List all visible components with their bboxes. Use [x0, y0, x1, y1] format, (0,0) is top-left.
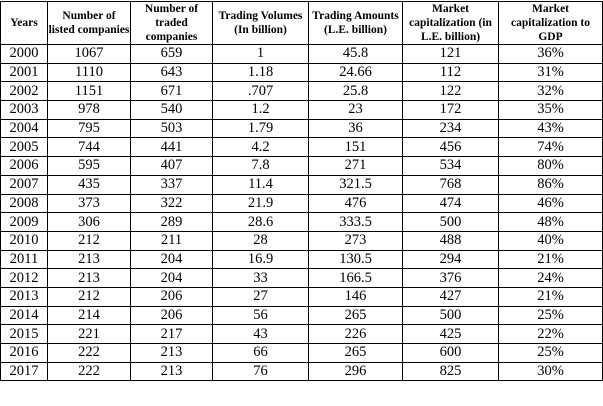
- table-row: [1, 213, 603, 232]
- cell-trading-amount: 146: [309, 287, 403, 306]
- cell-market-cap-to-gdp: 32%: [499, 82, 603, 101]
- cell-listed-companies: 222: [48, 362, 131, 381]
- cell-traded-companies: 213: [131, 344, 213, 363]
- cell-trading-amount: 151: [309, 138, 403, 157]
- table-row: [1, 63, 603, 82]
- cell-trading-volume: 7.8: [213, 157, 309, 176]
- cell-market-capitalization: 172: [403, 101, 499, 120]
- cell-traded-companies: 204: [131, 269, 213, 288]
- cell-trading-amount: 166.5: [309, 269, 403, 288]
- table-row: [1, 287, 603, 306]
- cell-traded-companies: 441: [131, 138, 213, 157]
- cell-year: 2011: [1, 250, 48, 269]
- table-row: [1, 231, 603, 250]
- table-header-row: [1, 2, 603, 45]
- cell-listed-companies: 373: [48, 194, 131, 213]
- column-header-trading-amounts: Trading Amounts (L.E. billion): [309, 2, 403, 45]
- cell-listed-companies: 1110: [48, 63, 131, 82]
- cell-trading-amount: 476: [309, 194, 403, 213]
- cell-market-cap-to-gdp: 21%: [499, 287, 603, 306]
- table-row: [1, 325, 603, 344]
- cell-market-cap-to-gdp: 43%: [499, 119, 603, 138]
- cell-listed-companies: 212: [48, 287, 131, 306]
- cell-trading-amount: 321.5: [309, 175, 403, 194]
- cell-market-capitalization: 121: [403, 45, 499, 64]
- cell-market-capitalization: 534: [403, 157, 499, 176]
- table-row: [1, 344, 603, 363]
- cell-market-capitalization: 500: [403, 306, 499, 325]
- cell-market-capitalization: 376: [403, 269, 499, 288]
- table-row: [1, 269, 603, 288]
- table-row: [1, 175, 603, 194]
- cell-listed-companies: 212: [48, 231, 131, 250]
- cell-year: 2004: [1, 119, 48, 138]
- cell-market-cap-to-gdp: 46%: [499, 194, 603, 213]
- cell-traded-companies: 503: [131, 119, 213, 138]
- column-header-market-cap-to-gdp: Market capitalization to GDP: [499, 2, 603, 45]
- cell-market-cap-to-gdp: 74%: [499, 138, 603, 157]
- cell-trading-amount: 45.8: [309, 45, 403, 64]
- table-row: [1, 157, 603, 176]
- table-row: [1, 45, 603, 64]
- cell-year: 2015: [1, 325, 48, 344]
- cell-trading-volume: 1.79: [213, 119, 309, 138]
- cell-traded-companies: 213: [131, 362, 213, 381]
- cell-traded-companies: 217: [131, 325, 213, 344]
- cell-traded-companies: 322: [131, 194, 213, 213]
- cell-year: 2012: [1, 269, 48, 288]
- cell-trading-amount: 130.5: [309, 250, 403, 269]
- cell-traded-companies: 643: [131, 63, 213, 82]
- table-body: [1, 45, 603, 381]
- cell-trading-volume: 4.2: [213, 138, 309, 157]
- cell-traded-companies: 659: [131, 45, 213, 64]
- cell-trading-volume: 1.18: [213, 63, 309, 82]
- cell-listed-companies: 1067: [48, 45, 131, 64]
- cell-year: 2013: [1, 287, 48, 306]
- cell-market-capitalization: 500: [403, 213, 499, 232]
- cell-trading-amount: 36: [309, 119, 403, 138]
- cell-trading-volume: 21.9: [213, 194, 309, 213]
- cell-year: 2010: [1, 231, 48, 250]
- cell-year: 2001: [1, 63, 48, 82]
- cell-traded-companies: 211: [131, 231, 213, 250]
- cell-trading-volume: 56: [213, 306, 309, 325]
- cell-market-cap-to-gdp: 80%: [499, 157, 603, 176]
- table-row: [1, 138, 603, 157]
- column-header-traded-companies: Number of traded companies: [131, 2, 213, 45]
- cell-market-capitalization: 234: [403, 119, 499, 138]
- cell-listed-companies: 1151: [48, 82, 131, 101]
- cell-trading-volume: 76: [213, 362, 309, 381]
- cell-year: 2017: [1, 362, 48, 381]
- table-row: [1, 362, 603, 381]
- cell-market-capitalization: 294: [403, 250, 499, 269]
- cell-market-capitalization: 825: [403, 362, 499, 381]
- table-row: [1, 306, 603, 325]
- cell-market-cap-to-gdp: 31%: [499, 63, 603, 82]
- cell-year: 2016: [1, 344, 48, 363]
- cell-market-capitalization: 112: [403, 63, 499, 82]
- cell-year: 2006: [1, 157, 48, 176]
- cell-traded-companies: 206: [131, 287, 213, 306]
- cell-listed-companies: 213: [48, 269, 131, 288]
- cell-year: 2007: [1, 175, 48, 194]
- cell-trading-amount: 271: [309, 157, 403, 176]
- cell-market-cap-to-gdp: 35%: [499, 101, 603, 120]
- cell-traded-companies: 671: [131, 82, 213, 101]
- cell-year: 2014: [1, 306, 48, 325]
- cell-market-cap-to-gdp: 22%: [499, 325, 603, 344]
- cell-market-capitalization: 768: [403, 175, 499, 194]
- cell-trading-volume: 28: [213, 231, 309, 250]
- market-statistics-table: [0, 1, 603, 381]
- cell-listed-companies: 978: [48, 101, 131, 120]
- cell-traded-companies: 540: [131, 101, 213, 120]
- cell-year: 2005: [1, 138, 48, 157]
- cell-year: 2009: [1, 213, 48, 232]
- cell-market-capitalization: 488: [403, 231, 499, 250]
- cell-trading-volume: 1.2: [213, 101, 309, 120]
- cell-year: 2000: [1, 45, 48, 64]
- cell-trading-amount: 265: [309, 344, 403, 363]
- cell-trading-volume: 66: [213, 344, 309, 363]
- cell-market-cap-to-gdp: 48%: [499, 213, 603, 232]
- cell-market-capitalization: 600: [403, 344, 499, 363]
- cell-trading-volume: .707: [213, 82, 309, 101]
- cell-trading-amount: 333.5: [309, 213, 403, 232]
- cell-market-capitalization: 474: [403, 194, 499, 213]
- cell-trading-volume: 16.9: [213, 250, 309, 269]
- cell-market-cap-to-gdp: 40%: [499, 231, 603, 250]
- cell-market-capitalization: 456: [403, 138, 499, 157]
- cell-listed-companies: 306: [48, 213, 131, 232]
- cell-year: 2008: [1, 194, 48, 213]
- cell-trading-volume: 43: [213, 325, 309, 344]
- cell-trading-amount: 296: [309, 362, 403, 381]
- cell-listed-companies: 795: [48, 119, 131, 138]
- cell-trading-volume: 11.4: [213, 175, 309, 194]
- cell-trading-volume: 28.6: [213, 213, 309, 232]
- cell-traded-companies: 407: [131, 157, 213, 176]
- cell-market-cap-to-gdp: 25%: [499, 306, 603, 325]
- cell-listed-companies: 435: [48, 175, 131, 194]
- cell-trading-amount: 265: [309, 306, 403, 325]
- column-header-market-capitalization: Market capitalization (in L.E. billion): [403, 2, 499, 45]
- cell-trading-amount: 226: [309, 325, 403, 344]
- cell-trading-amount: 23: [309, 101, 403, 120]
- cell-traded-companies: 289: [131, 213, 213, 232]
- cell-trading-volume: 27: [213, 287, 309, 306]
- cell-listed-companies: 595: [48, 157, 131, 176]
- cell-listed-companies: 744: [48, 138, 131, 157]
- column-header-listed-companies: Number of listed companies: [48, 2, 131, 45]
- cell-market-cap-to-gdp: 36%: [499, 45, 603, 64]
- cell-market-cap-to-gdp: 30%: [499, 362, 603, 381]
- cell-market-capitalization: 427: [403, 287, 499, 306]
- cell-market-cap-to-gdp: 21%: [499, 250, 603, 269]
- cell-market-cap-to-gdp: 24%: [499, 269, 603, 288]
- cell-trading-amount: 24.66: [309, 63, 403, 82]
- cell-traded-companies: 337: [131, 175, 213, 194]
- column-header-years: Years: [1, 2, 48, 45]
- table-row: [1, 194, 603, 213]
- cell-year: 2003: [1, 101, 48, 120]
- cell-market-cap-to-gdp: 86%: [499, 175, 603, 194]
- cell-listed-companies: 214: [48, 306, 131, 325]
- table-row: [1, 250, 603, 269]
- cell-market-cap-to-gdp: 25%: [499, 344, 603, 363]
- cell-year: 2002: [1, 82, 48, 101]
- cell-trading-volume: 33: [213, 269, 309, 288]
- table-row: [1, 82, 603, 101]
- cell-traded-companies: 204: [131, 250, 213, 269]
- table-row: [1, 101, 603, 120]
- cell-traded-companies: 206: [131, 306, 213, 325]
- cell-listed-companies: 222: [48, 344, 131, 363]
- table-row: [1, 119, 603, 138]
- cell-listed-companies: 221: [48, 325, 131, 344]
- cell-market-capitalization: 122: [403, 82, 499, 101]
- cell-trading-amount: 273: [309, 231, 403, 250]
- cell-trading-volume: 1: [213, 45, 309, 64]
- cell-trading-amount: 25.8: [309, 82, 403, 101]
- cell-listed-companies: 213: [48, 250, 131, 269]
- column-header-trading-volumes: Trading Volumes (In billion): [213, 2, 309, 45]
- cell-market-capitalization: 425: [403, 325, 499, 344]
